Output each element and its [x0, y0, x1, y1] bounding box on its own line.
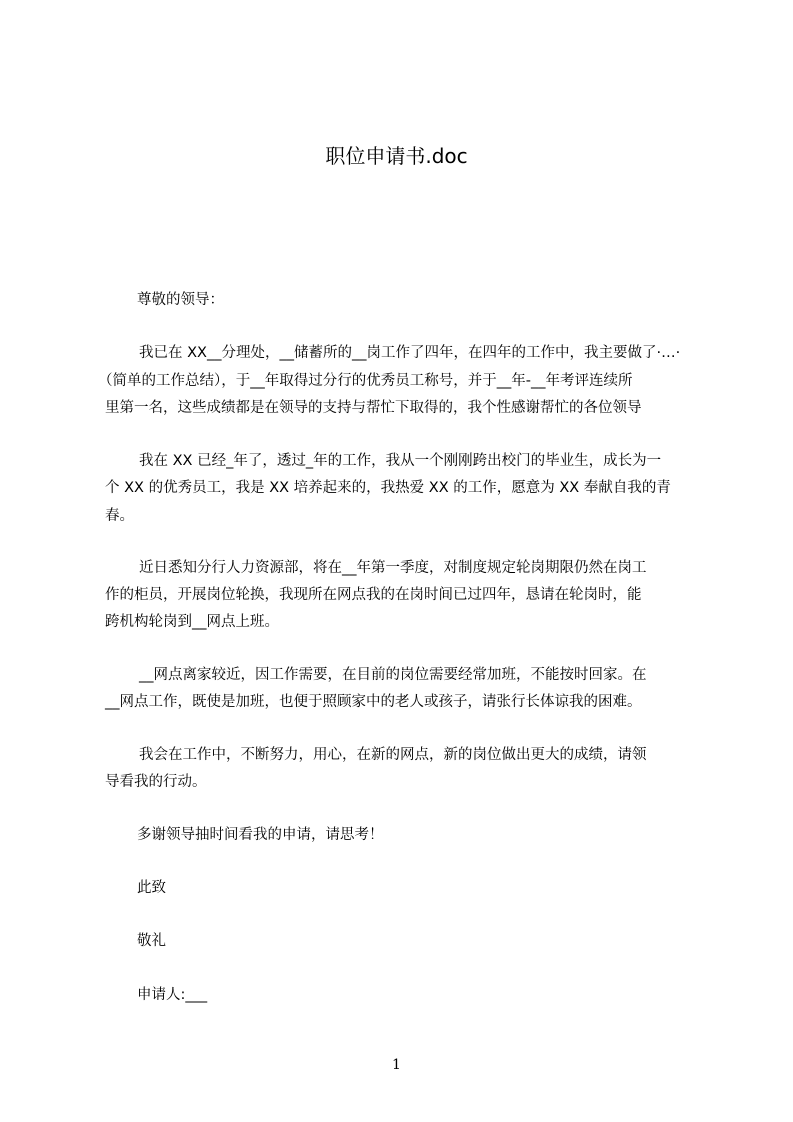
- closing-cizhi: 此致: [137, 880, 166, 896]
- paragraph-1-line-1: 我已在 XX__分理处，__储蓄所的__岗工作了四年，在四年的工作中，我主要做了·…·: [139, 345, 681, 361]
- document-title: 职位申请书.doc: [325, 144, 468, 168]
- paragraph-2-line-2: 个 XX 的优秀员工，我是 XX 培养起来的，我热爱 XX 的工作，愿意为 XX 奉献自我的青: [105, 480, 671, 496]
- paragraph-2-line-3: 春。: [105, 508, 134, 524]
- paragraph-5-line-1: 我会在工作中，不断努力，用心，在新的网点，新的岗位做出更大的成绩，请领: [139, 747, 647, 763]
- paragraph-4-line-2: __网点工作，既使是加班，也便于照顾家中的老人或孩子，请张行长体谅我的困难。: [105, 694, 642, 710]
- salutation: 尊敬的领导：: [137, 292, 224, 308]
- thanks-line: 多谢领导抽时间看我的申请，请思考！: [137, 827, 384, 843]
- paragraph-3-line-3: 跨机构轮岗到__网点上班。: [105, 614, 279, 630]
- applicant-signature-line: 申请人:___: [137, 987, 208, 1003]
- paragraph-3-line-1: 近日悉知分行人力资源部，将在__年第一季度，对制度规定轮岗期限仍然在岗工: [139, 560, 647, 576]
- paragraph-4-line-1: __网点离家较近，因工作需要，在目前的岗位需要经常加班，不能按时回家。在: [139, 667, 647, 683]
- page-number: 1: [392, 1057, 401, 1073]
- paragraph-2-line-1: 我在 XX 已经_年了，透过_年的工作，我从一个刚刚跨出校门的毕业生，成长为一: [139, 453, 662, 469]
- paragraph-5-line-2: 导看我的行动。: [105, 774, 207, 790]
- paragraph-3-line-2: 作的柜员，开展岗位轮换，我现所在网点我的在岗时间已过四年，恳请在轮岗时，能: [105, 587, 642, 603]
- closing-jingli: 敬礼: [137, 933, 166, 949]
- paragraph-1-line-3: 里第一名，这些成绩都是在领导的支持与帮忙下取得的，我个性感谢帮忙的各位领导: [105, 400, 642, 416]
- paragraph-1-line-2: （简单的工作总结），于__年取得过分行的优秀员工称号，并于__年-__年考评连续所: [98, 373, 633, 389]
